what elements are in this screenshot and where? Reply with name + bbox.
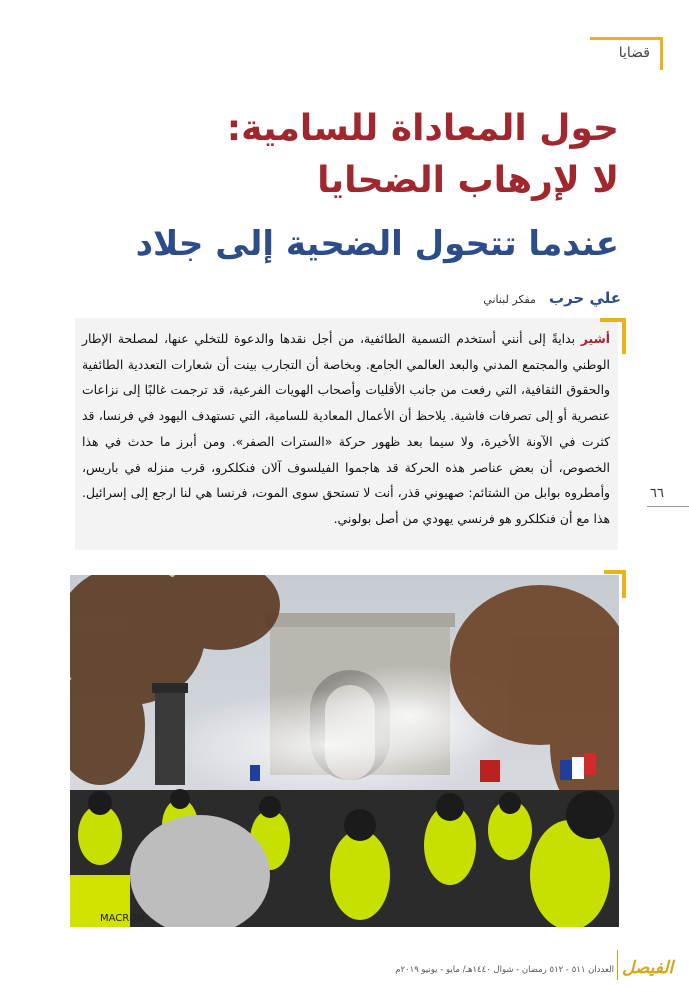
author-name: علي حرب — [549, 289, 621, 307]
author-byline — [483, 288, 621, 307]
protest-photo — [70, 575, 619, 927]
intro-body: بدايةً إلى أنني أستخدم التسمية الطائفية، من أجل نقدها والدعوة للتخلي عنها، لمصلحة الإطار الوطني والمجتمع المدني والبعد العالمي الجامع. وبخاصة أن التجارب بينت أن شعارات التعددية الطائفية والحقوق الثقافية، التي رفعت من جانب الأقليات وأصحاب الهويات الفرعية، قد ترجمت غالبًا إلى نزاعات عنصرية أو إلى تصرفات فاشية. يلاحظ أن الأعمال المعادية للسامية، التي تستهدف اليهود في فرنسا، قد كثرت في الآونة الأخيرة، ولا سيما بعد ظهور حركة «السترات الصفر». ومن أبرز ما حدث في هذا الخصوص، أن بعض عناصر هذه الحركة قد هاجموا الفيلسوف آلان فنكلكرو، قرب منزله في باريس، وأمطروه بوابل من الشتائم: صهيوني قذر، أنت لا تستحق سوى الموت، فرنسا هي لنا ارجع إلى إسرائيل. هذا مع أن فنكلكرو هو فرنسي يهودي من أصل بولوني. — [82, 331, 610, 526]
photo-sign-text: MACRON — [100, 913, 145, 924]
magazine-logo: الفيصل — [622, 958, 674, 978]
footer-rule — [617, 950, 618, 980]
footer-issue-info: العددان ٥١١ - ٥١٢ رمضان - شوال ١٤٤٠هـ/ مايو - يونيو ٢٠١٩م — [395, 965, 614, 975]
intro-paragraph — [82, 326, 610, 532]
section-label: قضايا — [618, 45, 650, 61]
page-number: ٦٦ — [650, 486, 664, 501]
author-role: مفكر لبناني — [483, 293, 536, 306]
title-line-1: حول المعاداة للسامية: — [226, 108, 619, 149]
subtitle-line: عندما تتحول الضحية إلى جلاد — [135, 224, 619, 264]
title-line-2: لا لإرهاب الضحايا — [317, 160, 619, 201]
page-number-rule — [647, 506, 689, 507]
intro-first-word: أشير — [580, 331, 610, 346]
